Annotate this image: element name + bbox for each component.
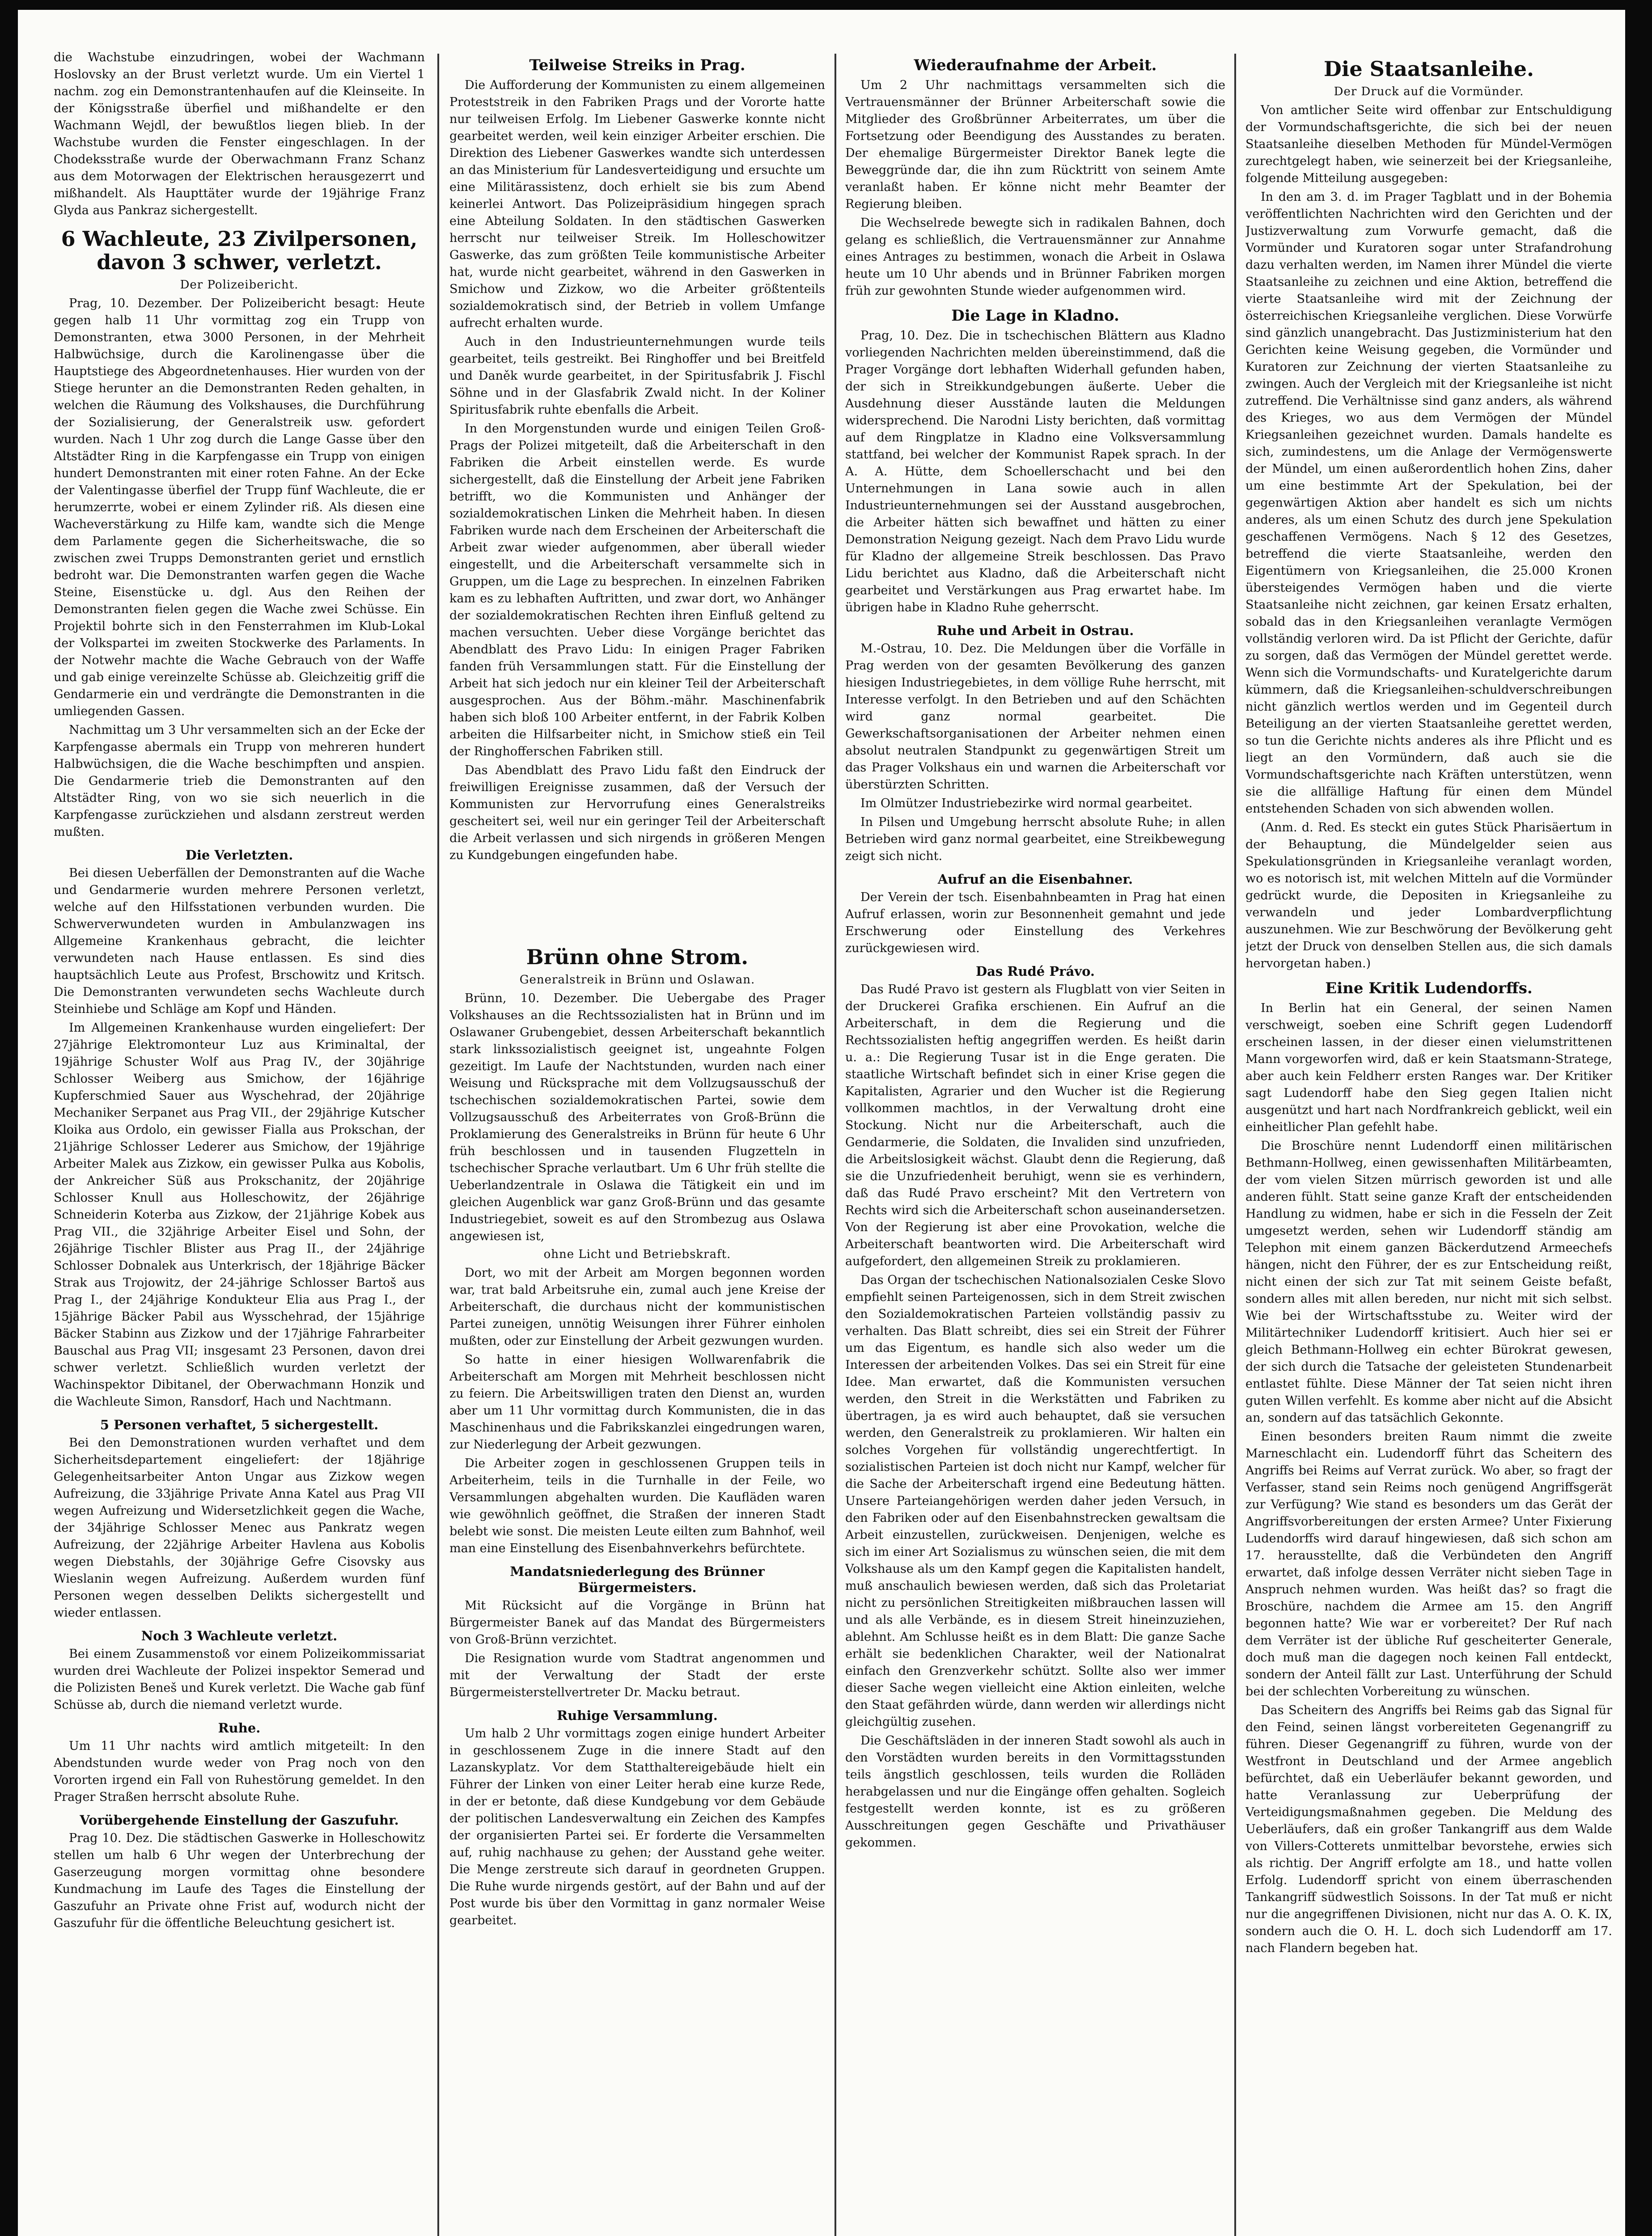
paragraph: So hatte in einer hiesigen Wollwarenfabrik die Arbeiterschaft am Morgen mit Mehrheit beschlossen nicht zu feiern. Die Arbeitswilligen traten den Dienst an, wurden aber um 11 Uhr vormittag durch Kommunisten, die in das Maschinenhaus und die Fabrikskanzlei eingedrungen waren, zur Niederlegung der Arbeit gezwungen. <box>449 1353 825 1452</box>
paragraph: Im Olmützer Industriebezirke wird normal gearbeitet. <box>860 796 1193 810</box>
paragraph: Auch in den Industrieunternehmungen wurde teils gearbeitet, teils gestreikt. Bei Ringhoffer und bei Breitfeld und Daněk wurde gearbeitet, in der Spiritusfabrik J. Fischl Söhne und in der Glasfabrik Zwald nicht. In der Koliner Spiritusfabrik ruhte ebenfalls die Arbeit. <box>449 335 825 417</box>
subheadline-generalstreik: Generalstreik in Brünn und Oslawan. <box>519 973 755 987</box>
scan-border-top <box>0 0 1652 10</box>
headline-bruenn-ohne-strom: Brünn ohne Strom. <box>526 945 749 969</box>
subheadline-vormuender: Der Druck auf die Vormünder. <box>1334 85 1524 98</box>
headline-ruhe: Ruhe. <box>218 1720 261 1736</box>
paragraph: Bei den Demonstrationen wurden verhaftet und dem Sicherheitsdepartement eingeliefert: der 18jährige Gelegenheitsarbeiter Anton Ungar aus Zizkow wegen Aufreizung, die 33jährige Private Anna Katel aus Prag VII wegen Aufreizung und Widersetzlichkeit gegen die Wache, der 34jährige Schlosser Menec aus Pankratz wegen Aufreizung, der 22jährige Arbeiter Havlena aus Kobolis wegen Diebstahls, der 30jährige Gefre Cisovsky aus Wieslanin wegen Aufreizung. Außerdem wurden fünf Personen wegen desselben Delikts sichergestellt und wieder entlassen. <box>54 1436 425 1620</box>
paragraph: Dort, wo mit der Arbeit am Morgen begonnen worden war, trat bald Arbeitsruhe ein, zumal auch jene Kreise der Arbeiterschaft, die durchaus nicht der kommunistischen Partei zuneigen, unnötig Weisungen ihrer Führer einholen mußten, oder zur Einstellung der Arbeit gezwungen wurden. <box>449 1266 825 1348</box>
column-rule <box>1234 54 1236 2236</box>
paragraph: Die Wechselrede bewegte sich in radikalen Bahnen, doch gelang es schließlich, die Vertrauensmänner zur Annahme eines Antrages zu bestimmen, wonach die Arbeit in Oslawa heute um 10 Uhr abends und in Brünner Fabriken morgen früh zur gewohnten Stunde wieder aufgenommen wird. <box>845 216 1225 298</box>
paragraph: Das Abendblatt des Pravo Lidu faßt den Eindruck der freiwilligen Ereignisse zusammen, daß der Versuch der Kommunisten zur Hervorrufung eines Generalstreiks gescheitert sei, weil nur ein geringer Teil der Arbeiterschaft die Arbeit verlassen und sich nirgends in größeren Mengen zu Kundgebungen eingefunden habe. <box>449 763 825 862</box>
scan-border-right <box>1625 0 1652 2236</box>
paragraph: In den Morgenstunden wurde und einigen Teilen Groß-Prags der Polizei mitgeteilt, daß die Arbeiterschaft in den Fabriken die Arbeit einstellen werde. Es wurde sichergestellt, daß die Einstellung der Arbeit jene Fabriken betrifft, wo die Kommunisten und Anhänger der sozialdemokratischen Linken die Mehrheit haben. In diesen Fabriken wurde nach dem Erscheinen der Arbeiterschaft die Arbeit zwar wieder aufgenommen, aber überall wieder eingestellt, und die Arbeiterschaft versammelte sich in Gruppen, um die Lage zu besprechen. In einzelnen Fabriken kam es zu lebhaften Auftritten, und zwar dort, wo Anhänger der sozialdemokratischen Rechten ihren Einfluß geltend zu machen versuchten. Ueber diese Vorgänge berichtet das Abendblatt des Pravo Lidu: In einigen Prager Fabriken fanden früh Versammlungen statt. Für die Einstellung der Arbeit hat sich jedoch nur ein kleiner Teil der Arbeiterschaft ausgesprochen. Aus der Böhm.-mähr. Maschinenfabrik haben sich bloß 100 Arbeiter entfernt, in der Fabrik Kolben arbeiten die Hilfsarbeiter nicht, in Smichow stieß ein Teil der Ringhofferschen Fabriken still. <box>449 422 825 758</box>
headline-mandatsniederlegung: Mandatsniederlegung des Brünner Bürgermeisters. <box>510 1564 765 1595</box>
paragraph: (Anm. d. Red. Es steckt ein gutes Stück Pharisäertum in der Behauptung, die Mündelgelder seien aus Spekulationsgründen in Kriegsanleihe veranlagt worden, wo es notorisch ist, mit welchen Mitteln auf die Vormünder gedrückt wurde, die Depositen in Kriegsanleihe zu verwandeln und jeder Lombardverpflichtung auszunehmen. Wie zur Beschwörung der Bevölkerung geht jetzt der Druck von denselben Stellen aus, die sich damals hervorgetan haben.) <box>1245 821 1612 970</box>
paragraph: In den am 3. d. im Prager Tagblatt und in der Bohemia veröffentlichten Nachrichten wird den Gerichten und der Justizverwaltung zum Vorwurfe gemacht, daß die Vormünder und Kuratoren sogar unter Strafandrohung dazu verhalten werden, im Namen ihrer Mündel die vierte Staatsanleihe zu zeichnen und eine Aktion, betreffend die vierte Staatsanleihe wird mit der Zeichnung der österreichischen Kriegsanleihe verglichen. Diese Vorwürfe sind gänzlich unangebracht. Das Justizministerium hat den Gerichten keine Weisung gegeben, die Vormünder und Kuratoren zur Zeichnung der vierten Staatsanleihe zu zwingen. Auch der Vergleich mit der Kriegsanleihe ist nicht zutreffend. Die Verhältnisse sind ganz anders, als während des Krieges, wo aus dem Vermögen der Mündel Kriegsanleihen gezeichnet wurden. Damals handelte es sich, zumindestens, um die Anlage der Vermögenswerte der Mündel, um einen außerordentlich hohen Zins, daher um eine bestimmte Art der Spekulation, bei der gegenwärtigen Aktion aber handelt es sich um nichts anderes, als um einen Schutz des durch jene Spekulation geschaffenen Vermögens. Nach § 12 des Gesetzes, betreffend die vierte Staatsanleihe, werden den Eigentümern von Kriegsanleihen, die 25.000 Kronen übersteigendes Vermögen haben und die vierte Staatsanleihe nicht zeichnen, gar keinen Ersatz erhalten, sobald das in den Kriegsanleihen veranlagte Vermögen vollständig verloren wird. Da ist Pflicht der Gerichte, dafür zu sorgen, daß das Vermögen der Mündel gerettet werde. Wenn sich die Vormundschafts- und Kuratelgerichte darum kümmern, daß die Kriegsanleihen-schuldverschreibungen nicht gänzlich wertlos werden und im Gegenteil durch Beteiligung an der vierten Staatsanleihe gerettet werden, so tun die Gerichte nichts anderes als ihre Pflicht und es liegt an den Vormündern, daß auch sie die Vormundschaftsgerichte nach Kräften unterstützen, wenn sie die allfällige Haftung für einen dem Mündel entstehenden Schaden von sich abwenden wollen. <box>1245 190 1612 816</box>
paragraph: Prag, 10. Dez. Die in tschechischen Blättern aus Kladno vorliegenden Nachrichten melden übereinstimmend, daß die Prager Vorgänge dort lebhaften Widerhall gefunden haben, der sich in Streikkundgebungen äußerte. Ueber die Ausdehnung dieser Ausstände lauten die Meldungen widersprechend. Die Narodni Listy berichten, daß vormittag auf dem Ringplatze in Kladno eine Volksversammlung stattfand, bei welcher der Kommunist Rapek sprach. In der A. A. Hütte, dem Schoellerschacht und bei den Unternehmungen in Lana sowie auch in allen Industrieunternehmungen sei der Ausstand ausgebrochen, die Arbeiter hätten sich bewaffnet und hätten zu einer Demonstration Neigung gezeigt. Nach dem Pravo Lidu wurde für Kladno der allgemeine Streik beschlossen. Das Pravo Lidu berichtet aus Kladno, daß die Arbeiterschaft nicht gearbeitet und Verstärkungen aus Prag erwartet habe. Im übrigen habe in Kladno Ruhe geherrscht. <box>845 329 1225 614</box>
column-rule <box>437 54 439 2236</box>
paragraph: Die Aufforderung der Kommunisten zu einem allgemeinen Proteststreik in den Fabriken Prags und der Vororte hatte nur teilweisen Erfolg. Im Liebener Gaswerke konnte nicht gearbeitet werden, weil kein einziger Arbeiter erschien. Die Direktion des Liebener Gaswerkes wandte sich unterdessen an das Ministerium für Landesverteidigung und ersuchte um eine Militärassistenz, doch erhielt sie bis zum Abend keinerlei Antwort. Das Polizeipräsidium hingegen sprach eine Abteilung Soldaten. In den städtischen Gaswerken herrscht nur teilweiser Streik. Im Holleschowitzer Gaswerke, das zum größten Teile kommunistische Arbeiter hat, wurde nicht gearbeitet, während in den Gaswerken in Smichow und Zizkow, wo die Arbeiter größtenteils sozialdemokratisch sind, der Betrieb in vollem Umfange aufrecht erhalten wurde. <box>449 78 825 330</box>
subheadline-licht: ohne Licht und Betriebskraft. <box>543 1248 731 1261</box>
paragraph: Brünn, 10. Dezember. Die Uebergabe des Prager Volkshauses an die Rechtssozialisten hat in Brünn und im Oslawaner Grubengebiet, dessen Arbeiterschaft bekanntlich stark linkssozialistisch geeignet ist, ungeahnte Folgen gezeitigt. Im Laufe der Nachtstunden, wurden nach einer Weisung und Rücksprache mit dem Vollzugsausschuß der tschechischen sozialdemokratischen Partei, sowie dem Vollzugsausschuß des Arbeiterrates von Groß-Brünn die Proklamierung des Generalstreiks in Brünn für heute 6 Uhr früh beschlossen und in tausenden Flugzetteln in tschechischer Sprache verlautbart. Um 6 Uhr früh stellte die Ueberlandzentrale in Oslawa die Tätigkeit ein und im gleichen Augenblick war ganz Groß-Brünn und das gesamte Industriegebiet, soweit es auf den Strombezug aus Oslawa angewiesen ist, <box>449 991 825 1243</box>
paragraph: Das Organ der tschechischen Nationalsozialen Ceske Slovo empfiehlt seinen Parteigenossen, sich in dem Streit zwischen den Sozialdemokratischen Parteien vollständig passiv zu verhalten. Das Blatt schreibt, dies sei ein Streit der Führer um das Eigentum, es handle sich also weder um die Interessen der arbeitenden Volkes. Das sei ein Streit für eine Idee. Man erwartet, daß die Kommunisten versuchen werden, den Streit in die Werkstätten und Fabriken zu übertragen, ja es wird auch behauptet, daß sie versuchen werden, den Generalstreik zu proklamieren. Wir halten ein solches Vorgehen für vollständig ungerechtfertigt. In sozialistischen Parteien ist doch nicht nur Kampf, welcher für die Sache der Arbeiterschaft irgend eine Bedeutung hätten. Unsere Parteiangehörigen werden daher jeden Versuch, in den Fabriken oder auf den Eisenbahnstrecken gewaltsam die Arbeit einzustellen, zurückweisen. Denjenigen, welche es sich im einer Art Sozialismus zu wünschen seien, die mit dem Volkshause als um den Kampf gegen die Kapitalisten handelt, muß anschaulich bewiesen werden, daß sich das Proletariat nicht zu persönlichen Streitigkeiten mißbrauchen lassen will und als alle Verbände, es in diesem Streit hineinzuziehen, ablehnt. Am Schlusse heißt es in dem Blatt: Die ganze Sache erhält sie bedenklichen Charakter, weil der Nationalrat einfach den Grenzverkehr schützt. Sollte also wer immer dieser Sache wegen vielleicht eine Aktion einleiten, welche den Staat gefährden würde, dann werden wir allerdings nicht gleichgültig zusehen. <box>845 1273 1225 1729</box>
paragraph: Um 11 Uhr nachts wird amtlich mitgeteilt: In den Abendstunden wurde weder von Prag noch von den Vororten irgend ein Fall von Ruhestörung gemeldet. In den Prager Straßen herrscht absolute Ruhe. <box>54 1739 425 1804</box>
paragraph: In Pilsen und Umgebung herrscht absolute Ruhe; in allen Betrieben wird ganz normal gearbeitet, eine Streikbewegung zeigt sich nicht. <box>845 815 1225 863</box>
paragraph: Um halb 2 Uhr vormittags zogen einige hundert Arbeiter in geschlossenem Zuge in die innere Stadt auf den Lazanskyplatz. Vor dem Statthaltereigebäude hielt ein Führer der Linken von einer Leiter herab eine kurze Rede, in der er betonte, daß diese Kundgebung vor dem Gebäude der politischen Landesverwaltung ein Zeichen des Kampfes der organisierten Partei sei. Er forderte die Versammelten auf, ruhig nachhause zu gehen; der Ausstand gehe weiter. Die Menge zerstreute sich darauf in geordneten Gruppen. Die Ruhe wurde nirgends gestört, auf der Bahn und auf der Post wurde bis über den Vormittag in ganz normaler Weise gearbeitet. <box>449 1727 825 1927</box>
paragraph: Prag 10. Dez. Die städtischen Gaswerke in Holleschowitz stellen um halb 6 Uhr wegen der Unterbrechung der Gaserzeugung morgen vormittag ohne besondere Kundmachung im Laufe des Tages die Einstellung der Gaszufuhr an Private ohne Frist auf, wodurch nicht der Gaszufuhr für die öffentliche Beleuchtung gesichert ist. <box>54 1831 425 1930</box>
headline-teilweise-streiks: Teilweise Streiks in Prag. <box>529 56 746 74</box>
headline-verletzten: Die Verletzten. <box>185 847 293 863</box>
paragraph: Die Geschäftsläden in der inneren Stadt sowohl als auch in den Vorstädten wurden bereits in den Vormittagsstunden teils ängstlich geschlossen, teils wurden die Rolläden herabgelassen und nur die Eingänge offen gehalten. Sogleich festgestellt werden konnte, ist es zu größeren Ausschreitungen gegen Geschäfte und Privathäuser gekommen. <box>845 1734 1225 1850</box>
column-2 <box>449 49 825 2236</box>
paragraph: Prag, 10. Dezember. Der Polizeibericht besagt: Heute gegen halb 11 Uhr vormittag zog ein Trupp von Demonstranten, etwa 3000 Personen, in der Mehrheit Halbwüchsige, durch die Karolinengasse über die Hauptstiege des Abgeordnetenhauses. Hier wurden von der Stiege herunter an die Demonstranten Reden gehalten, in welchen die Räumung des Volkshauses, die Durchführung der Sozialisierung, der Generalstreik usw. gefordert wurden. Nach 1 Uhr zog durch die Lange Gasse über den Altstädter Ring in die Karpfengasse ein Trupp von einigen hundert Demonstranten mit einer roten Fahne. An der Ecke der Valentingasse überfiel der Trupp fünf Wachleute, die er herumzerrte, wobei er einem Zylinder riß. Als diesen eine Wacheverstärkung zu Hilfe kam, wandte sich die Menge dem Parlamente gegen die Sicherheitswache, die so zwischen zwei Trupps Demonstranten geriet und ernstlich bedroht war. Die Demonstranten warfen gegen die Wache Steine, Eisenstücke u. dgl. Aus den Reihen der Demonstranten fielen gegen die Wache zwei Schüsse. Ein Projektil bohrte sich in den Fensterrahmen im Klub-Lokal der Volkspartei im zweiten Stockwerke des Parlaments. In der Notwehr machte die Wache Gebrauch von der Waffe und gab einige vereinzelte Schüsse ab. Gleichzeitig griff die Gendarmerie ein und verdrängte die Demonstranten in die umliegenden Gassen. <box>54 296 425 718</box>
headline-verletzt: 6 Wachleute, 23 Zivilpersonen, davon 3 schwer, verletzt. <box>61 227 418 274</box>
spacer <box>449 866 825 937</box>
paragraph: Nachmittag um 3 Uhr versammelten sich an der Ecke der Karpfengasse abermals ein Trupp von mehreren hundert Halbwüchsigen, die die Wache beschimpften und anspien. Die Gendarmerie trieb die Demonstranten auf den Altstädter Ring, von wo sie sich neuerlich in die Karpfengasse zurückziehen und alsdann zerstreut werden mußten. <box>54 723 425 839</box>
paragraph: Einen besonders breiten Raum nimmt die zweite Marneschlacht ein. Ludendorff führt das Scheitern des Angriffs bei Reims auf Verrat zurück. Wo aber, so fragt der Verfasser, stand sein Reims noch genügend Angriffsgerät zur Verfügung? Wie stand es besonders um das Gerät der Angriffsvorbereitungen der ersten Armee? Unter Fixierung Ludendorffs wird darauf hingewiesen, daß sich schon am 17. herausstellte, daß die Verbündeten den Angriff erwartet, daß infolge dessen Verräter nicht sieben Tage in Anspruch nehmen wurden. Was heißt das? so fragt die Broschüre, nachdem die Armee am 15. den Angriff begonnen hatte? Wie war er vorbereitet? Der Ruf nach dem Verräter ist der übliche Ruf gescheiterter Generale, doch muß man die dagegen noch keinen Fall entdeckt, sondern der Anteil fällt zur Last. Unterführung der Schuld bei der schlechten Vorbereitung zu wünschen. <box>1245 1430 1612 1698</box>
subheadline-polizeibericht: Der Polizeibericht. <box>180 278 299 292</box>
headline-ostrau: Ruhe und Arbeit in Ostrau. <box>936 623 1134 638</box>
paragraph: Das Scheitern des Angriffs bei Reims gab das Signal für den Feind, seinen längst vorbereiteten Gegenangriff zu führen. Dieser Gegenangriff zu führen, wurde von der Westfront in Deutschland und der Armee angeblich befürchtet, daß ein Ueberläufer bekannt geworden, und hatte Veranlassung zur Ueberprüfung der Verteidigungsmaßnahmen gegeben. Die Meldung des Ueberläufers, daß ein großer Tankangriff aus dem Walde von Villers-Cotterets unmittelbar bevorstehe, erwies sich als richtig. Der Angriff erfolgte am 18., und hatte vollen Erfolg. Ludendorff spricht von einem überraschenden Tankangriff südwestlich Soissons. In der Tat muß er nicht nur die angegriffenen Divisionen, nicht nur das A. O. K. IX, sondern auch die O. H. L. doch sich Ludendorff am 17. nach Flandern begeben hat. <box>1245 1703 1612 1955</box>
paragraph: Die Arbeiter zogen in geschlossenen Gruppen teils in Arbeiterheim, teils in die Turnhalle in der Feile, wo Versammlungen abgehalten wurden. Die Kaufläden waren wie gewöhnlich geöffnet, die Straßen der inneren Stadt belebt wie sonst. Die meisten Leute eilten zum Bahnhof, weil man eine Einstellung des Eisenbahnverkehrs befürchtete. <box>449 1457 825 1555</box>
headline-ruhige-versammlung: Ruhige Versammlung. <box>557 1708 718 1723</box>
paragraph: Der Verein der tsch. Eisenbahnbeamten in Prag hat einen Aufruf erlassen, worin zur Besonnenheit gemahnt und jede Erschwerung oder Einstellung des Verkehres zurückgewiesen wird. <box>845 890 1225 955</box>
paragraph: Mit Rücksicht auf die Vorgänge in Brünn hat Bürgermeister Banek auf das Mandat des Bürgermeisters von Groß-Brünn verzichtet. <box>449 1599 825 1647</box>
paragraph: Um 2 Uhr nachmittags versammelten sich die Vertrauensmänner der Brünner Arbeiterschaft sowie die Mitglieder des Großbrünner Arbeiterrates, um über die Fortsetzung oder Beendigung des Ausstandes zu beraten. Der ehemalige Bürgermeister Direktor Banek legte die Beweggründe dar, die ihn zum Rücktritt von seinem Amte veranlaßt haben. Er könne nicht mehr Beamter der Regierung bleiben. <box>845 78 1225 211</box>
headline-rude-pravo: Das Rudé Právo. <box>975 964 1095 979</box>
column-4 <box>1245 49 1612 2236</box>
paragraph: Die Broschüre nennt Ludendorff einen militärischen Bethmann-Hollweg, einen gewissenhaften Militärbeamten, der vom vielen Sitzen mürrisch geworden ist und alle anderen fühlt. Statt seine ganze Kraft der entscheidenden Handlung zu widmen, habe er sich in die Fesseln der Zeit umgesetzt werden, sehen wir Ludendorff ständig am Telephon mit einem ganzen Bäckerdutzend Armeechefs hängen, nicht den Führer, der es zur Entscheidung reißt, nicht einen der sich zur Tat mit seinem Geiste befaßt, sondern alles mit allen bereden, nur nicht mit sich selbst. Wie bei der Wirtschaftsstube zu. Weiter wird der Militärtechniker Ludendorff kritisiert. Auch hier sei er gleich Bethmann-Hollweg ein echter Bürokrat gewesen, der sich durch die Tatsache der geleisteten Stundenarbeit entlastet fühlte. Diese Männer der Tat seien nicht ihren guten Willen verfehlt. Es komme aber nicht auf die Absicht an, sondern auf das tatsächlich Gekonnte. <box>1245 1139 1612 1425</box>
headline-verhaftet: 5 Personen verhaftet, 5 sichergestellt. <box>100 1417 379 1432</box>
headline-wiederaufnahme: Wiederaufnahme der Arbeit. <box>914 56 1157 74</box>
paragraph: Von amtlicher Seite wird offenbar zur Entschuldigung der Vormundschaftsgerichte, die sich bei der neuen Staatsanleihe dieselben Methoden für Mündel-Vermögen zurechtgelegt haben, wie seinerzeit bei der Kriegsanleihe, folgende Mitteilung ausgegeben: <box>1245 103 1612 185</box>
headline-kritik-ludendorffs: Eine Kritik Ludendorffs. <box>1325 979 1533 997</box>
column-3 <box>845 49 1225 2236</box>
headline-aufruf-eisenbahner: Aufruf an die Eisenbahner. <box>937 872 1133 887</box>
paragraph: Das Rudé Pravo ist gestern als Flugblatt von vier Seiten in der Druckerei Grafika erschienen. Ein Aufruf an die Arbeiterschaft, in dem die Regierung und die Rechtssozialisten heftig angegriffen werden. Es heißt darin u. a.: Die Regierung Tusar ist in die Enge geraten. Die staatliche Wirtschaft befindet sich in einer Krise gegen die Kapitalisten, Agrarier und den Wucher ist die Regierung vollkommen machtlos, in der Verwaltung droht eine Stockung. Nicht nur die Arbeiterschaft, auch die Gendarmerie, die Soldaten, die Invaliden sind unzufrieden, die Arbeitslosigkeit wächst. Glaubt denn die Regierung, daß sie die Unzufriedenheit beruhigt, wenn sie es verhindern, daß das Rudé Pravo erscheint? Mit den Vertretern von Rechts wird sich die Arbeiterschaft schon auseinandersetzen. Von der Regierung ist aber eine Provokation, welche die Arbeiterschaft beantworten wird. Die Arbeiterschaft wird aufgefordert, den allgemeinen Streik zu proklamieren. <box>845 982 1225 1268</box>
headline-gaszufuhr: Vorübergehende Einstellung der Gaszufuhr. <box>80 1813 399 1828</box>
paragraph: Bei diesen Ueberfällen der Demonstranten auf die Wache und Gendarmerie wurden mehrere Personen verletzt, welche auf den Hilfsstationen verbunden wurden. Die Schwerverwundeten wurden in Ambulanzwagen ins Allgemeine Krankenhaus gebracht, die leichter verwundeten nach Hause entlassen. Es sind dies hauptsächlich Leute aus Profest, Brschowitz und Kritsch. Die Demonstranten verwundeten sechs Wachleute durch Steinhiebe und Schläge am Kopf und Händen. <box>54 866 425 1016</box>
headline-noch-verletzt: Noch 3 Wachleute verletzt. <box>141 1628 338 1643</box>
scan-border-left <box>0 0 18 2236</box>
article-continuation: die Wachstube einzudringen, wobei der Wachmann Hoslovsky an der Brust verletzt wurde. Um ein Viertel 1 nachm. zog ein Demonstrantenhaufen auf die Kleinseite. In der Königsstraße überfiel und mißhandelte er den Wachmann Wejdl, der bewußtlos liegen blieb. In der Wachstube wurden die Fenster eingeschlagen. In der Chodeksstraße wurde der Oberwachmann Franz Schanz aus dem Motorwagen der Elektrischen herausgezerrt und mißhandelt. Als Haupttäter wurde der 19jährige Franz Glyda aus Pankraz sichergestellt. <box>54 51 425 217</box>
headline-kladno: Die Lage in Kladno. <box>951 307 1119 325</box>
column-rule <box>834 54 836 2236</box>
headline-staatsanleihe: Die Staatsanleihe. <box>1323 57 1534 81</box>
paragraph: Die Resignation wurde vom Stadtrat angenommen und mit der Verwaltung der Stadt der erste Bürgermeisterstellvertreter Dr. Macku betraut. <box>449 1652 825 1699</box>
paragraph: M.-Ostrau, 10. Dez. Die Meldungen über die Vorfälle in Prag werden von der gesamten Bevölkerung des ganzen hiesigen Industriegebietes, in dem völlige Ruhe herrscht, mit Interesse verfolgt. In den Betrieben und auf den Schächten wird ganz normal gearbeitet. Die Gewerkschaftsorganisationen der Arbeiter nehmen einen absolut neutralen Standpunkt zu gegenwärtigen Streit um das Prager Volkshaus ein und warnen die Arbeiterschaft vor überstürzten Schritten. <box>845 642 1225 792</box>
paragraph: Bei einem Zusammenstoß vor einem Polizeikommissariat wurden drei Wachleute der Polizei inspektor Semerad und die Polizisten Beneš und Kurek verletzt. Die Wache gab fünf Schüsse ab, durch die niemand verletzt wurde. <box>54 1647 425 1712</box>
column-1 <box>54 49 425 2236</box>
paragraph: In Berlin hat ein General, der seinen Namen verschweigt, soeben eine Schrift gegen Ludendorff erscheinen lassen, in der dieser einen vielumstrittenen Mann vorgeworfen wird, daß er kein Staatsmann-Stratege, aber auch kein Feldherr ersten Ranges war. Der Kritiker sagt Ludendorff habe den Sieg gegen Italien nicht ausgenützt und hart nach Nordfrankreich geblickt, weil ein einheitlicher Plan gefehlt habe. <box>1245 1001 1612 1134</box>
paragraph: Im Allgemeinen Krankenhause wurden eingeliefert: Der 27jährige Elektromonteur Luz aus Kriminaltal, der 19jährige Schuster Wolf aus Prag IV., der 30jährige Schlosser Weiberg aus Smichow, der 16jährige Kupferschmied Sauer aus Wyschehrad, der 20jährige Mechaniker Serpanet aus Prag VII., der 29jährige Kutscher Kloika aus Ordolo, ein gewisser Fialla aus Prokschan, der 21jährige Schlosser Lederer aus Smichow, der 19jährige Arbeiter Malek aus Zizkow, ein gewisser Pulka aus Kobolis, der Ankreicher Süß aus Prokschanitz, der 20jährige Schlosser Knull aus Holleschowitz, der 26jährige Schneiderin Koterba aus Zizkow, der 21jährige Kobek aus Prag VII., die 32jährige Arbeiter Eisel und Sohn, der 26jährige Tischler Blister aus Prag II., der 24jährige Schlosser Dobnalek aus Unterkrisch, der 18jährige Bäcker Strak aus Trojowitz, der 24-jährige Schlosser Bartoš aus Prag I., der 24jährige Kondukteur Elia aus Prag I., der 15jährige Bäcker Pabil aus Wysschehrad, der 15jährige Bäcker Stabinn aus Zizkow und der 17jährige Fahrarbeiter Bauschal aus Prag VII; insgesamt 23 Personen, davon drei schwer verletzt. Schließlich wurden verletzt der Wachinspektor Dibitanel, der Oberwachmann Honzik und die Wachleute Simon, Ransdorf, Hach und Nachtmann. <box>54 1021 425 1409</box>
